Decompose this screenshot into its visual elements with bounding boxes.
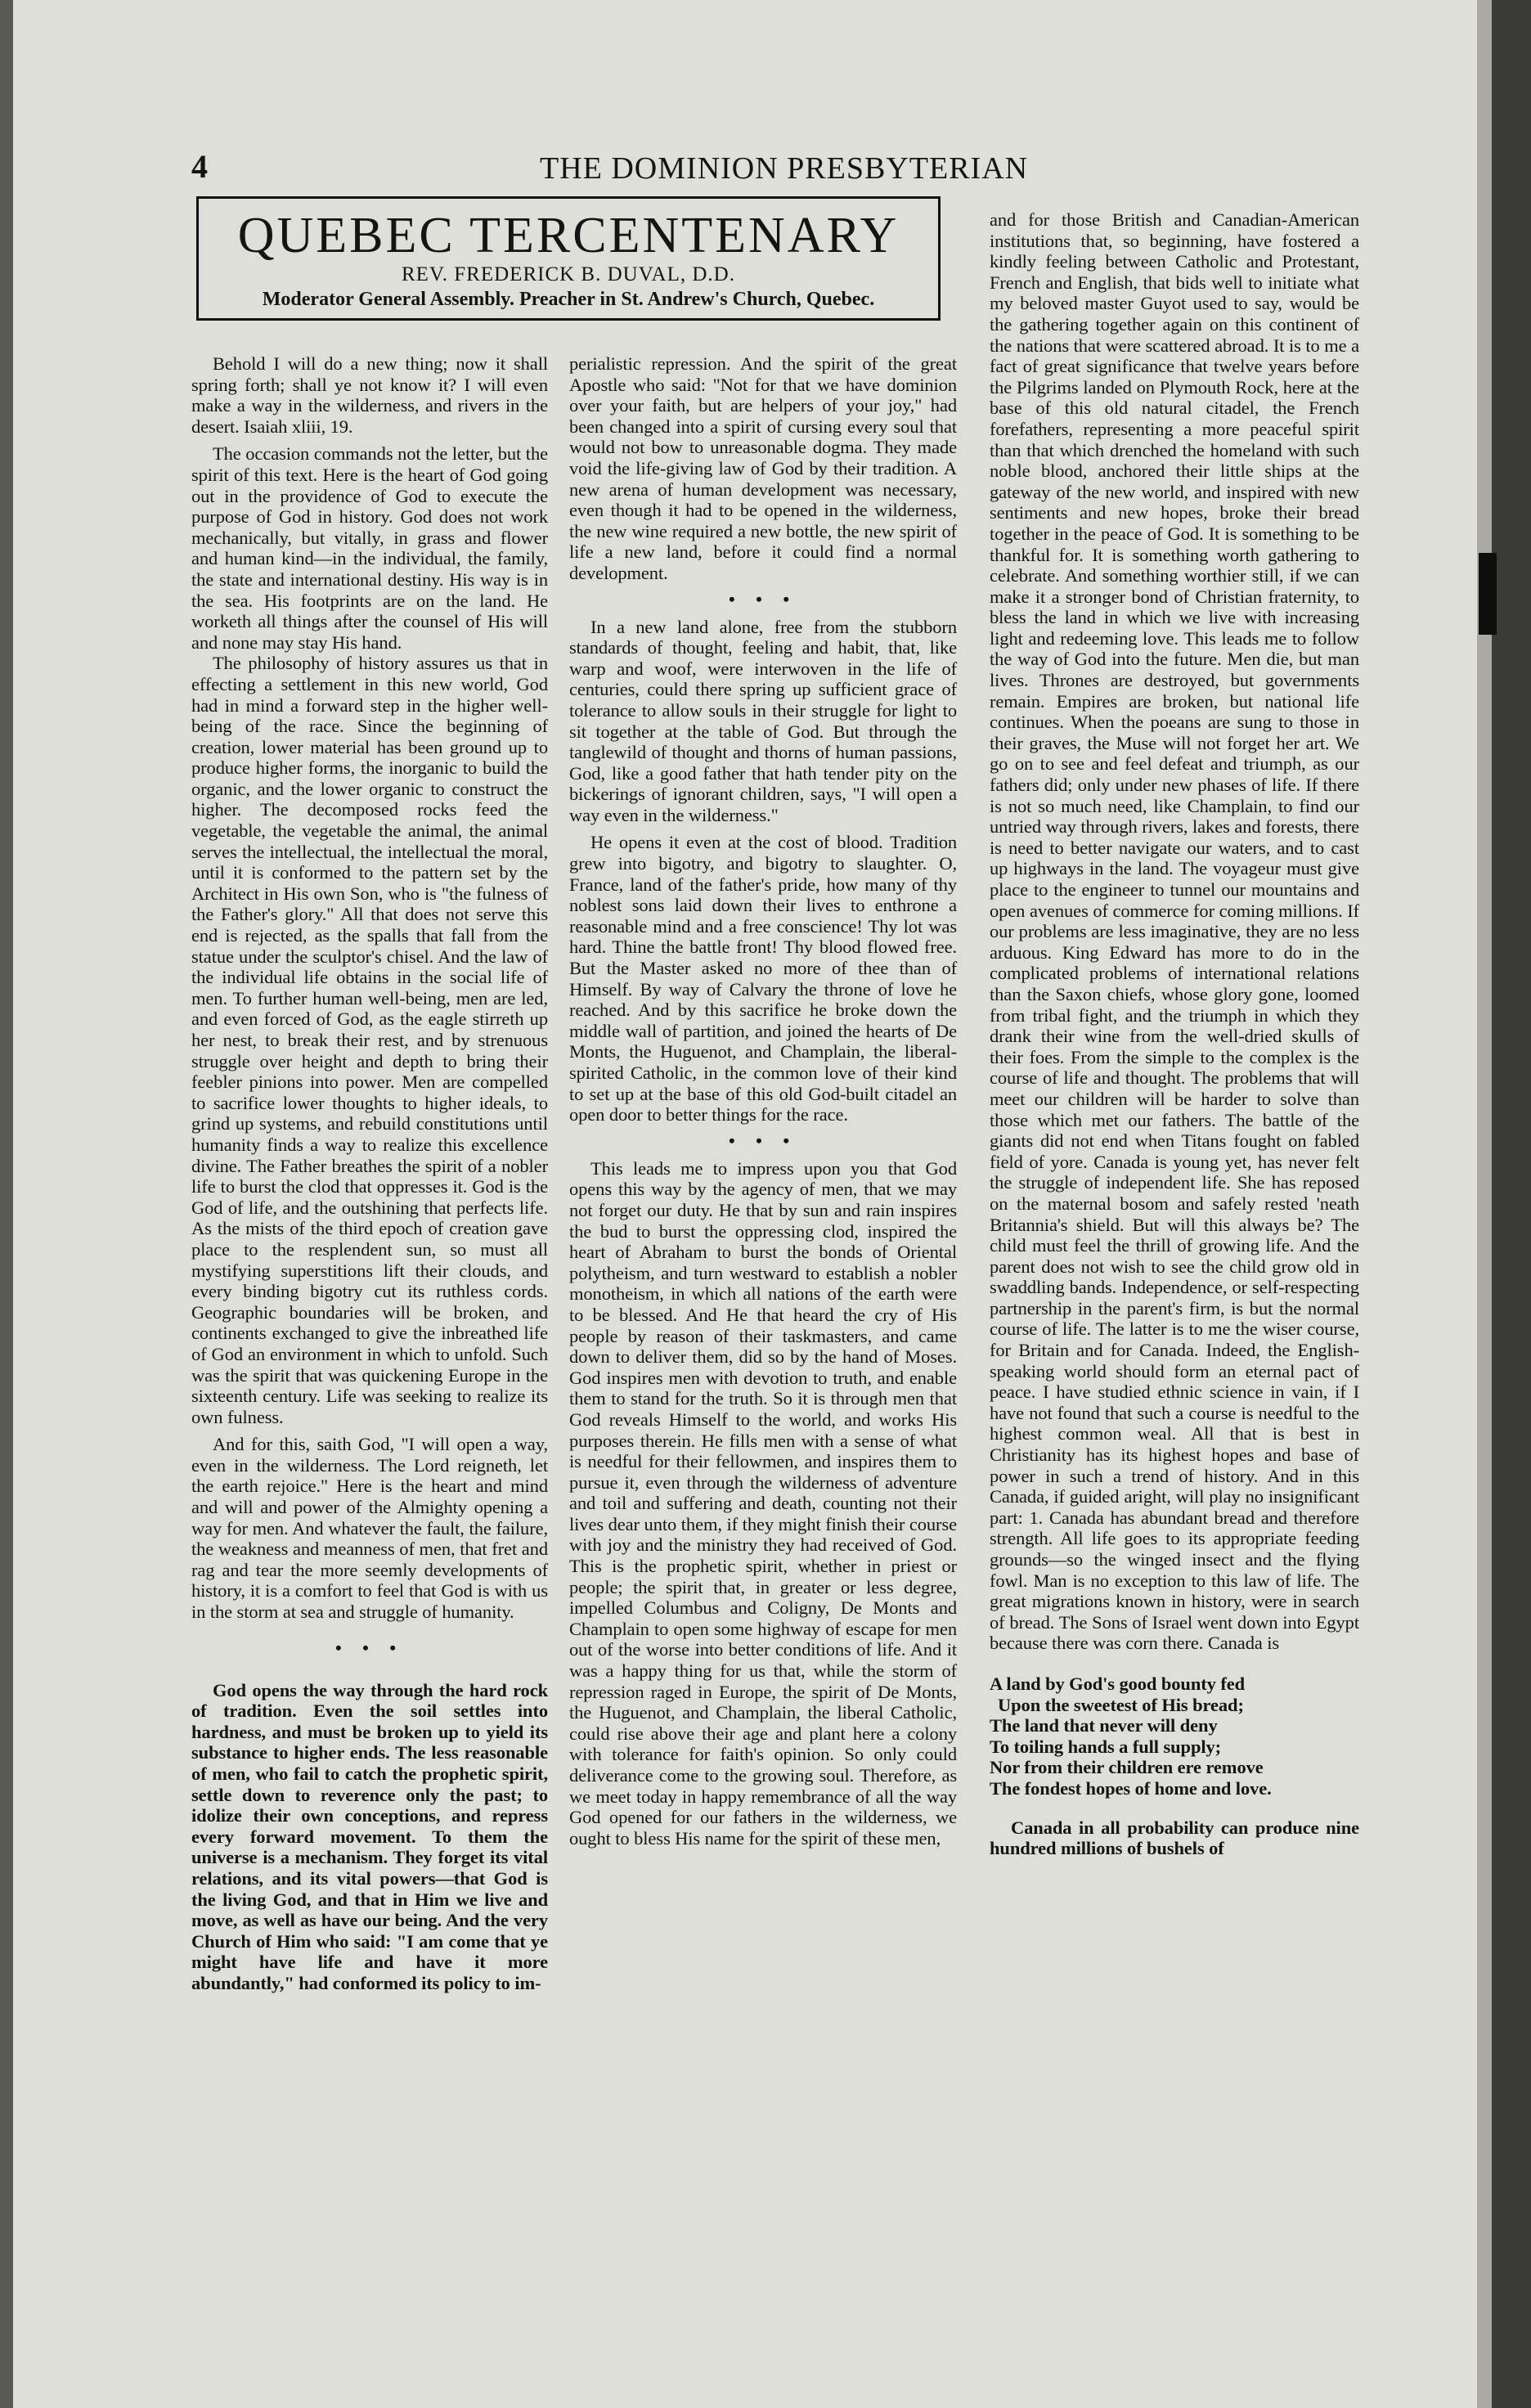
- verse-line: A land by God's good bounty fed: [990, 1673, 1246, 1694]
- verse-line: Upon the sweetest of His bread;: [998, 1694, 1244, 1715]
- paragraph: This leads me to impress upon you that God opens this way by the agency of men, that we may not forget our duty. He that by sun and rain inspires the bud to burst the oppressing clod, inspired the heart of Abraham to burst the bonds of Oriental polytheism, and turn westward to establish a nobler monotheism, in which all nations of the earth were to be blessed. And He that heard the cry of His people by reason of their taskmasters, and came down to deliver them, did so by the hand of Moses. God inspires men with devotion to truth, and enable them to stand for the truth. So it is through men that God reveals Himself to the world, and works His purposes therein. He fills men with a sense of what is needful for their fellowmen, and inspires them to pursue it, even through the wilderness of adventure and toil and suffering and death, counting not their lives dear unto them, if they might finish their course with joy and the ministry they had received of God. This is the prophetic spirit, whether in priest or people; the spirit that, in greater or less degree, impelled Columbus and Coligny, De Monts and Champlain to open some highway of escape for men out of the worse into better conditions of life. And it was a happy thing for us that, while the storm of repression raged in Europe, the spirit of De Monts, the Huguenot, and Champlain, the liberal Catholic, could rise above their age and plant here a colony with tolerance for faith's opinion. So only could deliverance come to the growing soul. Therefore, as we meet today in happy remembrance of all the way God opened for our fathers in the wilderness, we ought to bless His name for the spirit of these men,: [569, 1157, 957, 1849]
- page-number: 4: [191, 148, 208, 185]
- scan-tab-mark: [1479, 553, 1497, 635]
- scan-right-margin: [1477, 0, 1492, 2408]
- paragraph: The occasion commands not the letter, but the spirit of this text. Here is the heart of God going out in the providence of God to execute the purpose of God in history. God does not work mechanically, but vitally, in grass and flower and human kind—in the individual, the family, the state and international destiny. His way is in the sea. His footprints are on the land. He worketh all things after the counsel of His will and none may stay His hand.: [191, 443, 548, 653]
- scan-right-edge: [1492, 0, 1531, 2408]
- text-column-3: [990, 209, 1359, 1859]
- publication-title: THE DOMINION PRESBYTERIAN: [540, 151, 1029, 186]
- text-column-1: [191, 353, 548, 1994]
- paragraph: perialistic repression. And the spirit of the great Apostle who said: "Not for that we have dominion over your faith, but are helpers of your joy," had been changed into a spirit of cursing every soul that would not bow to unreasonable dogma. They made void the life-giving law of God by their tradition. A new arena of human development was necessary, even though it had to be opened in the wilderness, the new wine required a new bottle, the new spirit of life a new land, before it could find a normal development.: [569, 353, 957, 583]
- article-title-box: [196, 196, 941, 321]
- section-separator: • • •: [728, 588, 798, 609]
- verse-line: To toiling hands a full supply;: [990, 1736, 1222, 1757]
- paragraph: In a new land alone, free from the stubborn standards of thought, feeling and habit, that, like warp and woof, were interwoven in the life of centuries, could there spring up sufficient grace of tolerance to allow souls in their struggle for light to sit together at the table of God. But through the tanglewild of thought and thorns of human passions, God, like a good father that hath tender pity on the bickerings of ignorant children, says, "I will open a way even in the wilderness.": [569, 616, 957, 825]
- paragraph: God opens the way through the hard rock of tradition. Even the soil settles into hardness, and must be broken up to yield its substance to higher ends. The less reasonable of men, who fail to catch the prophetic spirit, settle down to reverence only the past; to idolize their own conceptions, and repress every forward movement. To them the universe is a mechanism. They forget its vital relations, and its vital powers—that God is the living God, and that in Him we live and move, as well as have our being. And the very Church of Him who said: "I am come that ye might have life and have it more abundantly," had conformed its policy to im-: [191, 1679, 548, 1993]
- paragraph: The philosophy of history assures us that in effecting a settlement in this new world, God had in mind a forward step in the higher well-being of the race. Since the beginning of creation, lower material has been ground up to produce higher forms, the inorganic to build the organic, and the lower organic to construct the higher. The decomposed rocks feed the vegetable, the vegetable the animal, the animal serves the intellectual, the intellectual the moral, until it is conformed to the pattern set by the Architect in His own Son, who is "the fulness of the Father's glory." All that does not serve this end is rejected, as the spalls that fall from the statue under the sculptor's chisel. And the law of the individual life obtains in the social life of men. To further human well-being, men are led, and even forced of God, as the eagle stirreth up her nest, to break their rest, and by strenuous struggle over height and depth to bring their feebler pinions into power. Men are compelled to sacrifice lower thoughts to higher ideals, to grind up systems, and rebuild constitutions until humanity finds a way to realize this excellence divine. The Father breathes the spirit of a nobler life to burst the clod that oppresses it. God is the God of life, and the outshining that perfects life. As the mists of the third epoch of creation gave place to the resplendent sun, so must all mystifying superstitions lift their clouds, and every binding bigotry cut its ruthless cords. Geographic boundaries will be broken, and continents exchanged to give the inbreathed life of God an environment in which to unfold. Such was the spirit that was quickening Europe in the sixteenth century. Life was seeking to realize its own fulness.: [191, 653, 548, 1427]
- paragraph: Canada in all probability can produce nine hundred millions of bushels of: [990, 1817, 1359, 1859]
- verse-line: Nor from their children ere remove: [990, 1757, 1264, 1778]
- section-separator: • • •: [334, 1637, 405, 1658]
- scan-left-edge: [0, 0, 13, 2408]
- verse-block: [990, 1673, 1359, 1799]
- epigraph: Behold I will do a new thing; now it shall spring forth; shall ye not know it? I will even make a way in the wilderness, and rivers in the desert. Isaiah xliii, 19.: [191, 353, 548, 437]
- text-column-2: [569, 353, 957, 1849]
- verse-line: The fondest hopes of home and love.: [990, 1777, 1272, 1799]
- section-separator: • • •: [728, 1130, 798, 1151]
- article-title: QUEBEC TERCENTENARY: [237, 208, 900, 263]
- paragraph: And for this, saith God, "I will open a way, even in the wilderness. The Lord reigneth, let the earth rejoice." Here is the heart and mind and will and power of the Almighty opening a way for men. And whatever the fault, the failure, the weakness and meanness of men, that fret and rag and tear the more seemly developments of history, it is a comfort to feel that God is with us in the storm at sea and struggle of humanity.: [191, 1434, 548, 1623]
- author-byline: REV. FREDERICK B. DUVAL, D.D.: [402, 263, 735, 285]
- author-role: Moderator General Assembly. Preacher in St. Andrew's Church, Quebec.: [262, 289, 875, 310]
- verse-line: The land that never will deny: [990, 1715, 1218, 1736]
- paragraph: and for those British and Canadian-American institutions that, so beginning, have fostered a kindly feeling between Catholic and Protestant, French and English, that bids well to initiate what my beloved master Guyot used to say, would be the gathering together again on this continent of the nations that were scattered abroad. It is to me a fact of great significance that twelve years before the Pilgrims landed on Plymouth Rock, here at the base of this old natural citadel, the French forefathers, representing a more peaceful spirit than that which drenched the homeland with such noble blood, anchored their little ships at the gateway of the new world, and inspired with new sentiments and new hopes, broke their bread together in the peace of God. It is something to be thankful for. It is something worth gathering to celebrate. And something worthier still, if we can make it a stronger bond of Christian fraternity, to bless the land in which we live with increasing light and redeeming love. This leads me to follow the way of God into the future. Men die, but man lives. Thrones are destroyed, but governments remain. Empires are broken, but national life continues. When the poeans are sung to those in their graves, the Muse will not forget her art. We go on to see and feel defeat and triumph, as our fathers did; only under new phases of life. If there is not so much need, like Champlain, to find our untried way through rivers, lakes and forests, there is need to better navigate our waters, and to cast up highways in the land. The voyageur must give place to the engineer to tunnel our mountains and open avenues of commerce for coming millions. If our problems are less imaginative, they are no less arduous. King Edward has more to do in the complicated problems of international relations than the Saxon chiefs, whose glory gone, loomed from tribal fight, and the triumph in which they drank their wine from the well-dried skulls of their foes. From the simple to the complex is the course of life and thought. The problems that will meet our children will be harder to solve than those which met our fathers. The battle of the giants did not end when Titans fought on fabled field of yore. Canada is young yet, has never felt the struggle of independent life. She has reposed on the maternal bosom and safely rested 'neath Britannia's shield. But will this always be? The child must feel the thrill of growing life. And the parent does not wish to see the child grow old in swaddling bands. Independence, or self-respecting partnership in the parent's firm, is but the normal course of life. The latter is to me the wiser course, for Britain and for Canada. Indeed, the English-speaking world should form an eternal pact of peace. I have studied ethnic science in vain, if I have not found that such a course is needful to the highest common weal. All that is best in Christianity has its highest hopes and base of power in such a trend of history. And in this Canada, if guided aright, will play no insignificant part: 1. Canada has abundant bread and therefore strength. All life goes to its appropriate feeding grounds—so the winged insect and the flying fowl. Man is no exception to this law of life. The great migrations known in history, were in search of bread. The Sons of Israel went down into Egypt because there was corn there. Canada is: [990, 209, 1359, 1654]
- paragraph: He opens it even at the cost of blood. Tradition grew into bigotry, and bigotry to slaughter. O, France, land of the father's pride, how many of thy noblest sons laid down their lives to enthrone a reasonable mind and a free conscience! Thy lot was hard. Thine the battle front! Thy blood flowed free. But the Master asked no more of thee than of Himself. By way of Calvary the throne of love he reached. And by this sacrifice he broke down the middle wall of partition, and joined the hearts of De Monts, the Huguenot, and Champlain, the liberal-spirited Catholic, in the common love of their kind to set up at the base of this old God-built citadel an open door to better things for the race.: [569, 832, 957, 1125]
